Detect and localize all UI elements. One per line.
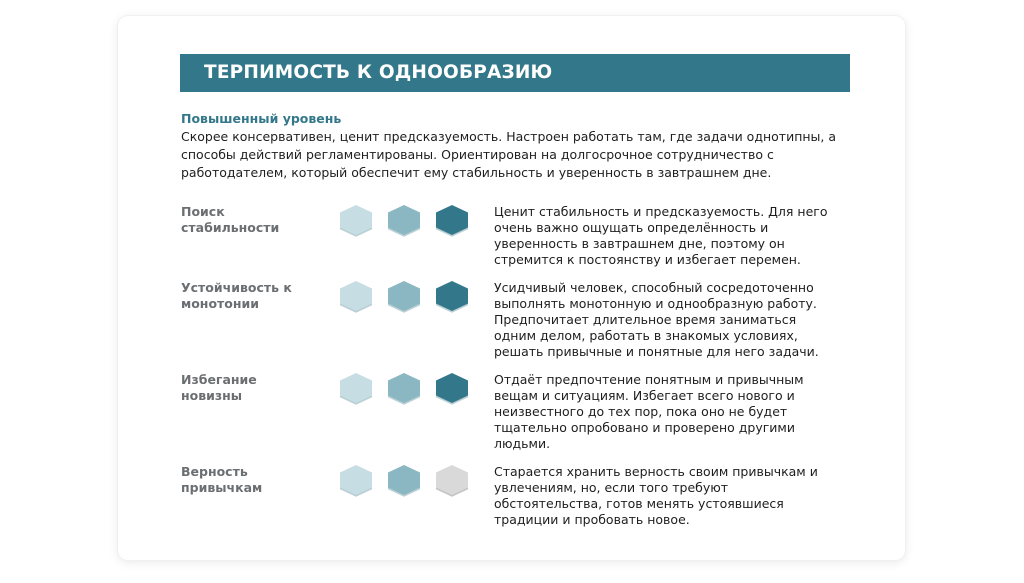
hexagon-3 <box>435 280 469 312</box>
scale-hexagons <box>339 372 479 406</box>
scale-title: Устойчивость к монотонии <box>181 280 292 311</box>
hexagon-3 <box>435 204 469 236</box>
scale-hexagons <box>339 204 479 238</box>
report-card <box>118 16 905 560</box>
scale-hexagons <box>339 280 479 314</box>
scale-description: Усидчивый человек, способный сосредоточенно выполнять монотонную и однообразную работу. Предпочитает длительное время заниматься одним делом, работать в знакомых условиях, решать привычные и понятные для него задачи. <box>494 280 819 359</box>
scale-description: Ценит стабильность и предсказуемость. Для него очень важно ощущать определённость и уверенность в завтрашнем дне, поэтому он стремится к постоянству и избегает перемен. <box>494 204 828 267</box>
scale-title: Поиск стабильности <box>181 204 280 235</box>
hexagon-2 <box>387 280 421 312</box>
hexagon-1 <box>339 464 373 496</box>
hexagon-1 <box>339 204 373 236</box>
hexagon-2 <box>387 204 421 236</box>
hexagon-1 <box>339 280 373 312</box>
hexagon-2 <box>387 372 421 404</box>
hexagon-3 <box>435 372 469 404</box>
scale-title: Верность привычкам <box>181 464 263 495</box>
level-description: Скорее консервативен, ценит предсказуемость. Настроен работать там, где задачи однотипны, а способы действий регламентированы. Ориентирован на долгосрочное сотрудничество с работодателем, который обеспечит ему стабильность и уверенность в завтрашнем дне. <box>181 129 837 180</box>
level-label: Повышенный уровень <box>181 111 342 126</box>
hexagon-3 <box>435 464 469 496</box>
section-title: ТЕРПИМОСТЬ К ОДНООБРАЗИЮ <box>180 54 850 92</box>
scale-description: Отдаёт предпочтение понятным и привычным вещам и ситуациям. Избегает всего нового и неизвестного до тех пор, пока оно не будет тщательно опробовано и проверено другими людьми. <box>494 372 804 451</box>
scale-title: Избегание новизны <box>181 372 257 403</box>
scale-hexagons <box>339 464 479 498</box>
hexagon-2 <box>387 464 421 496</box>
hexagon-1 <box>339 372 373 404</box>
scale-description: Старается хранить верность своим привычкам и увлечениям, но, если того требуют обстоятельства, готов менять устоявшиеся традиции и пробовать новое. <box>494 464 818 527</box>
